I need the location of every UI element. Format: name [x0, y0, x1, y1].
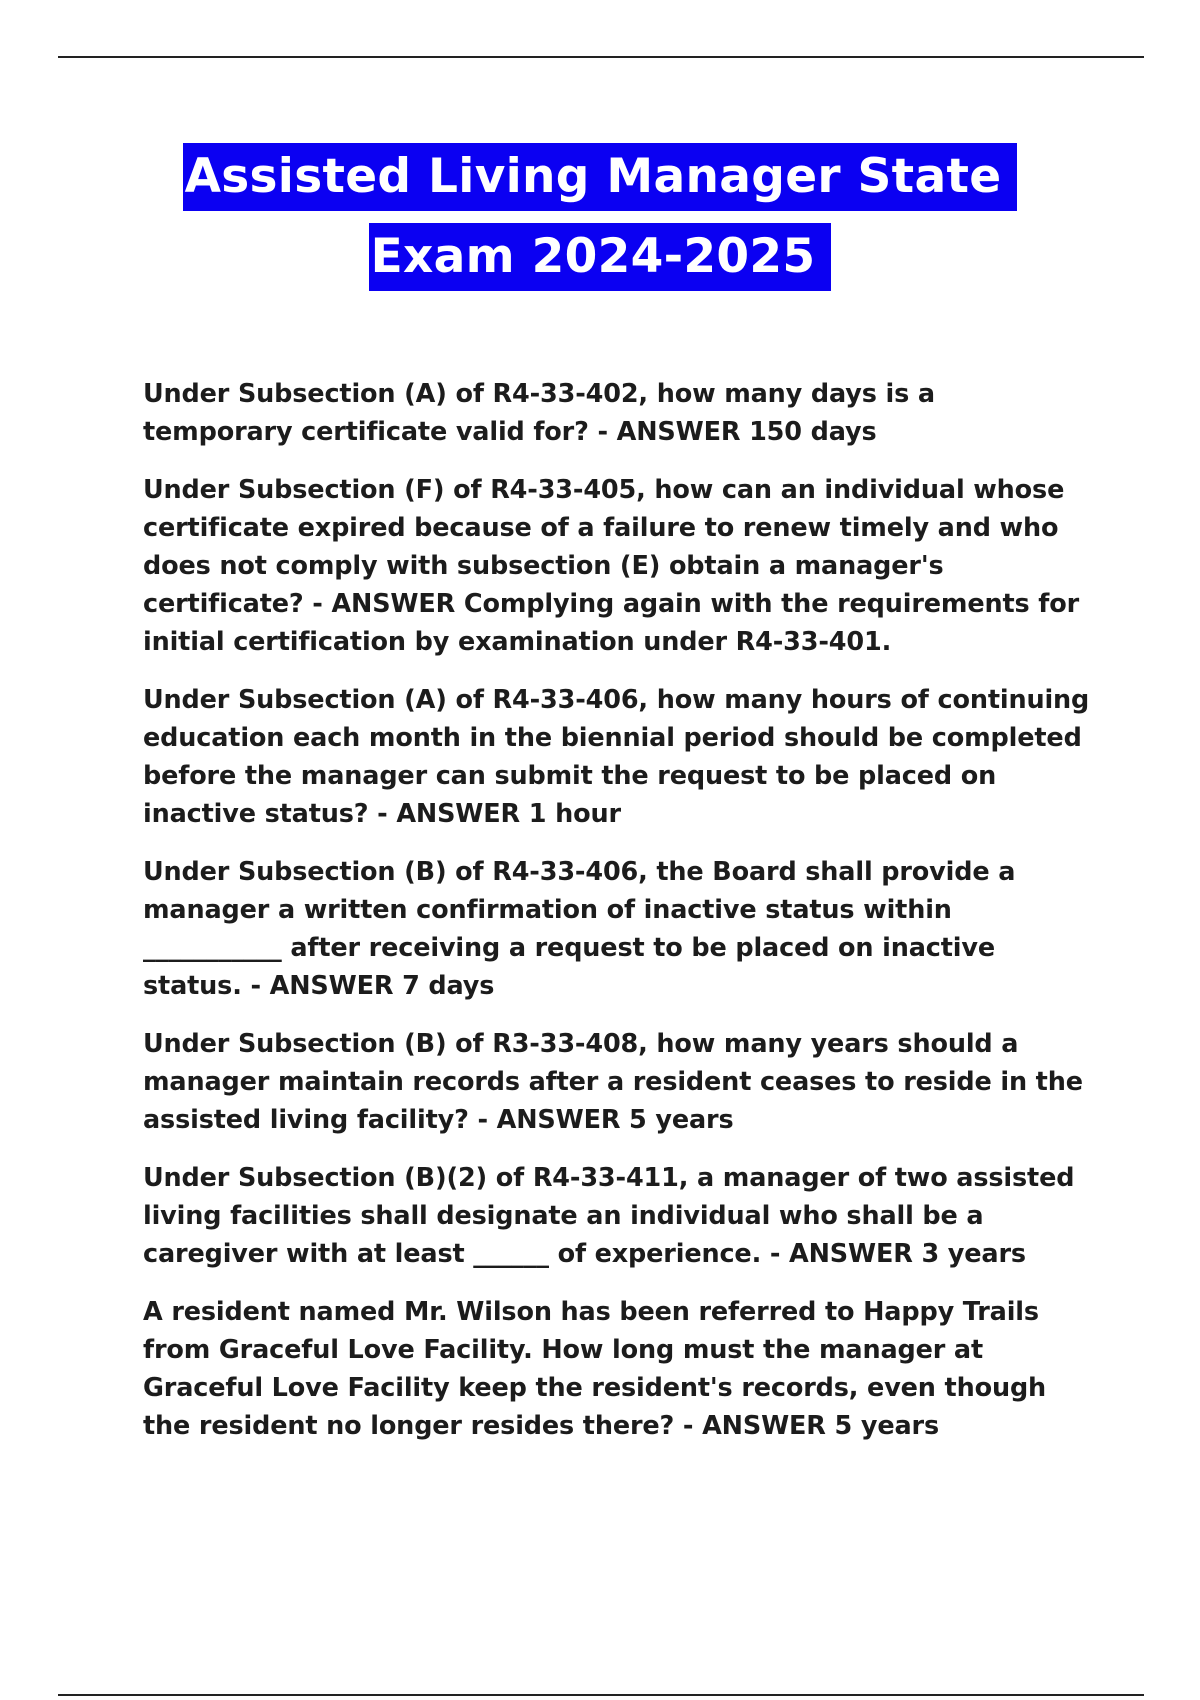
qa-item-2: Under Subsection (F) of R4-33-405, how can an individual whose certificate expired because of a failure to renew timely and who does not comply with subsection (E) obtain a manager's certificate? - ANSWER Complying again with the requirements for initial certification by examination under R4-33-401. [143, 475, 1080, 657]
document-title [0, 143, 1200, 303]
qa-item-5: Under Subsection (B) of R3-33-408, how many years should a manager maintain records after a resident ceases to reside in the assisted living facility? - ANSWER 5 years [143, 1029, 1083, 1135]
qa-item-7: A resident named Mr. Wilson has been referred to Happy Trails from Graceful Love Facility. How long must the manager at Graceful Love Facility keep the resident's records, even though the resident no longer resides there? - ANSWER 5 years [143, 1297, 1047, 1441]
top-divider [58, 56, 1144, 58]
qa-item-4: Under Subsection (B) of R4-33-406, the Board shall provide a manager a written confirmation of inactive status within ___________ after receiving a request to be placed on inactive status. - ANSWER 7 days [143, 857, 1016, 1001]
question-answer-list [143, 375, 1093, 1465]
title-line-2: Exam 2024-2025 [369, 223, 832, 291]
qa-item-1: Under Subsection (A) of R4-33-402, how many days is a temporary certificate valid for? - ANSWER 150 days [143, 379, 935, 447]
title-line-1: Assisted Living Manager State [183, 143, 1018, 211]
qa-item-3: Under Subsection (A) of R4-33-406, how many hours of continuing education each month in the biennial period should be completed before the manager can submit the request to be placed on inactive status? - ANSWER 1 hour [143, 685, 1090, 829]
bottom-divider [58, 1694, 1144, 1696]
qa-item-6: Under Subsection (B)(2) of R4-33-411, a manager of two assisted living facilities shall designate an individual who shall be a caregiver with at least ______ of experience. - ANSWER 3 years [143, 1163, 1075, 1269]
